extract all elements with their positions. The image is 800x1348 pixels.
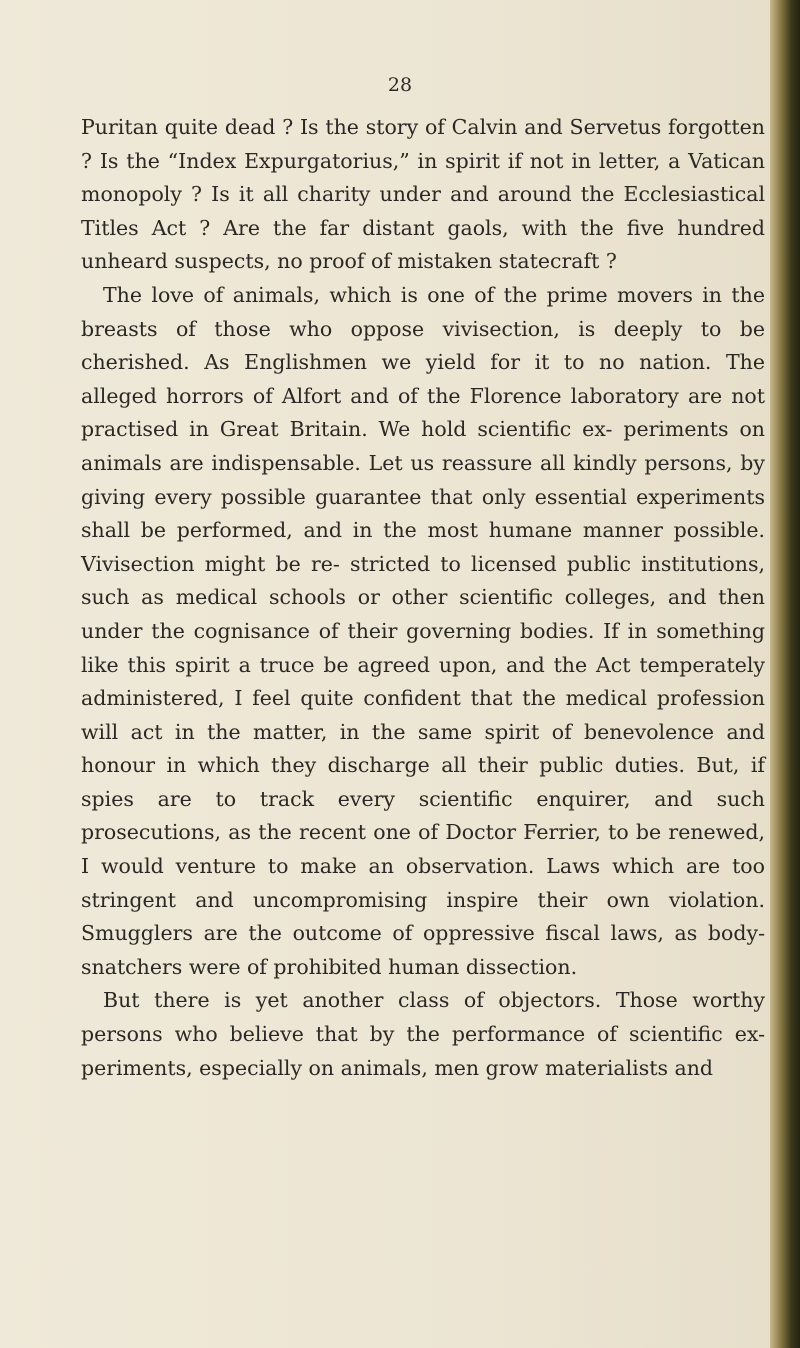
- paragraph-1: Puritan quite dead ? Is the story of Calvin and Servetus forgotten ? Is the “Index Expurgatorius,” in spirit if not in letter, a Vatican monopoly ? Is it all charity under and around the Ecclesiastical Titles Act ? Are the far distant gaols, with the five hundred unheard suspects, no proof of mistaken statecraft ?: [81, 115, 765, 274]
- body-text: [81, 111, 765, 1085]
- page-number: 28: [387, 74, 413, 96]
- paragraph-2: The love of animals, which is one of the prime movers in the breasts of those who oppose vivisection, is deeply to be cherished. As Englishmen we yield for it to no nation. The alleged horrors of Alfort and of the Florence laboratory are not practised in Great Britain. We hold scientific ex- periments on animals are indispensable. Let us reassure all kindly persons, by giving every possible guarantee that only essential experiments shall be performed, and in the most humane manner possible. Vivisection might be re- stricted to licensed public institutions, such as medical schools or other scientific colleges, and then under the cognisance of their governing bodies. If in something like this spirit a truce be agreed upon, and the Act temperately administered, I feel quite confident that the medical profession will act in the matter, in the same spirit of benevolence and honour in which they discharge all their public duties. But, if spies are to track every scientific enquirer, and such prosecutions, as the recent one of Doctor Ferrier, to be renewed, I would venture to make an observation. Laws which are too stringent and uncompromising inspire their own violation. Smugglers are the outcome of oppressive fiscal laws, as body-snatchers were of prohibited human dissection.: [81, 282, 765, 979]
- page-edge: [770, 0, 800, 1348]
- paragraph-3: But there is yet another class of objectors. Those worthy persons who believe that by the performance of scientific ex- periments, especially on animals, men grow materialists and: [81, 988, 765, 1080]
